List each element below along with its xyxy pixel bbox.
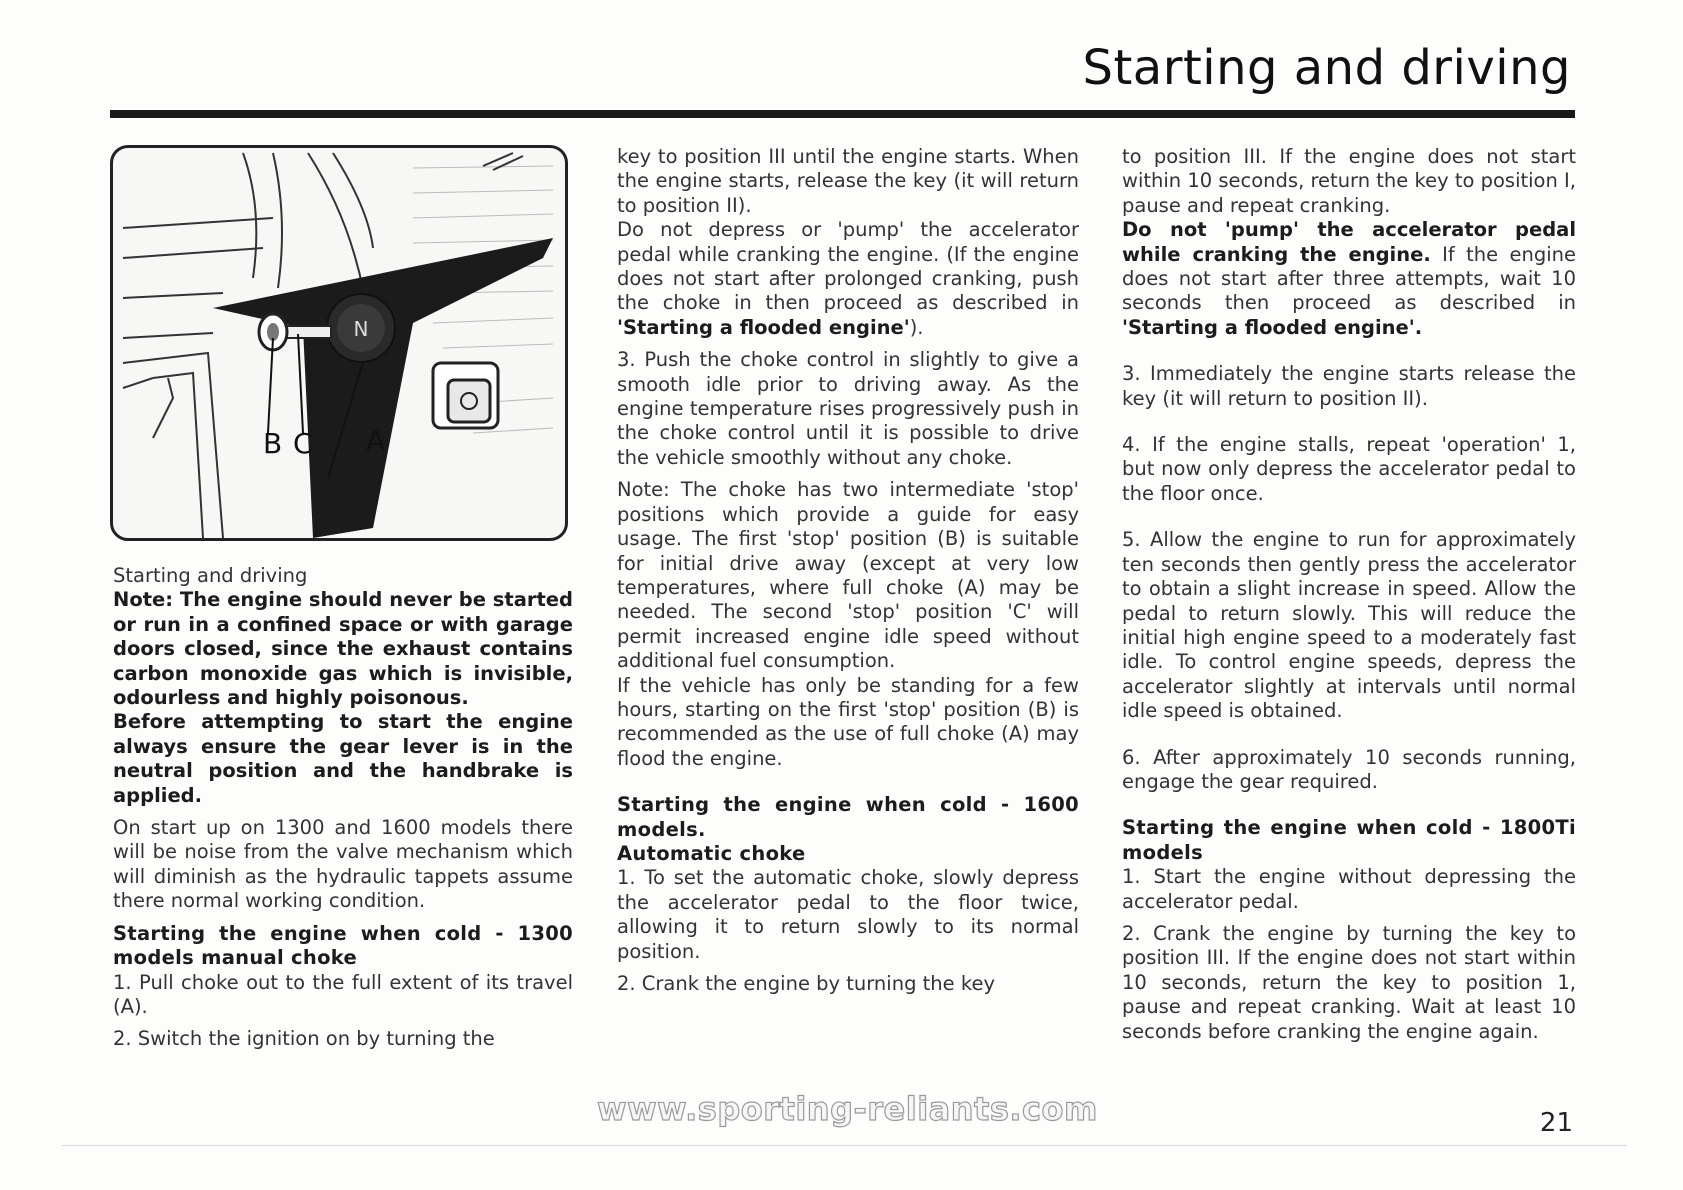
footer-rule <box>62 1145 1627 1146</box>
header-rule <box>110 110 1575 118</box>
label-b: B <box>263 427 283 460</box>
page-number: 21 <box>1539 1108 1573 1138</box>
choke-illustration <box>110 145 568 541</box>
continued-text-b: Do not 'pump' the accelerator pedal while cranking the engine. If the engine does not start after three attempts, wait 10 seconds then proceed as described in 'Starting a flooded engine'. <box>1122 218 1576 339</box>
step-3: 3. Push the choke control in slightly to give a smooth idle prior to driving away. As the engine temperature rises progressively push in the choke control until it is possible to drive the vehicle smoothly without any choke. <box>617 348 1079 469</box>
choke-stop-note: Note: The choke has two intermediate 'stop' positions which provide a guide for easy usage. The first 'stop' position (B) is suitable for initial drive away (except at very low temperatures, where full choke (A) may be needed. The second 'stop' position 'C' will permit increased engine idle speed without additional fuel consumption. <box>617 478 1079 673</box>
continued-text-b: Do not depress or 'pump' the accelerator pedal while cranking the engine. (If the engine does not start after prolonged cranking, push the choke in then proceed as described in 'Starting a flooded engine'). <box>617 218 1079 339</box>
pump-warning: Do not 'pump' the accelerator pedal while cranking the engine. <box>1122 218 1576 266</box>
section-heading: Starting and driving <box>113 564 308 587</box>
startup-noise-text: On start up on 1300 and 1600 models there will be noise from the valve mechanism which will diminish as the hydraulic tappets assume there normal working condition. <box>113 816 573 913</box>
cold-1300-heading: Starting the engine when cold - 1300 models manual choke <box>113 921 573 970</box>
step-4: 4. If the engine stalls, repeat 'operation' 1, but now only depress the accelerator pedal to the floor once. <box>1122 433 1576 505</box>
auto-choke-step-1: 1. To set the automatic choke, slowly depress the accelerator pedal to the floor twice, allowing it to return slowly to its normal position. <box>617 866 1079 963</box>
automatic-choke-heading: Automatic choke <box>617 841 806 865</box>
continued-text-a: to position III. If the engine does not start within 10 seconds, return the key to position I, pause and repeat cranking. <box>1122 145 1576 217</box>
column-1 <box>113 564 573 1052</box>
column-2 <box>617 145 1079 996</box>
step-6: 6. After approximately 10 seconds running, engage the gear required. <box>1122 745 1576 793</box>
flooded-engine-ref: 'Starting a flooded engine' <box>617 315 910 339</box>
step-5: 5. Allow the engine to run for approximately ten seconds then gently press the accelerator to obtain a slight increase in speed. Allow the pedal to return slowly. This will reduce the initial high engine speed to a moderately fast idle. To control engine speeds, depress the accelerator slightly at intervals until normal idle speed is obtained. <box>1122 528 1576 723</box>
cold-1800ti-heading: Starting the engine when cold - 1800Ti models <box>1122 816 1576 864</box>
watermark: www.sporting-reliants.com <box>597 1090 1098 1128</box>
flooded-engine-ref: 'Starting a flooded engine'. <box>1122 315 1423 339</box>
auto-choke-step-2: 2. Crank the engine by turning the key <box>617 972 995 995</box>
continued-text-a: key to position III until the engine starts. When the engine starts, release the key (it will return to position II). <box>617 145 1079 217</box>
cold-1300-step-2: 2. Switch the ignition on by turning the <box>113 1027 495 1051</box>
cold-1600-heading: Starting the engine when cold - 1600 models. <box>617 793 1079 841</box>
svg-text:N: N <box>353 317 369 341</box>
standing-note: If the vehicle has only be standing for a few hours, starting on the first 'stop' position (B) is recommended as the use of full choke (A) may flood the engine. <box>617 673 1079 770</box>
cold-1800ti-step-1: 1. Start the engine without depressing the accelerator pedal. <box>1122 865 1576 913</box>
pump-warning: Do not depress or 'pump' the accelerator pedal while cranking the engine. (If the engine does not start after prolonged cranking, push the choke in then proceed as described in <box>617 218 1079 315</box>
column-3 <box>1122 145 1576 1044</box>
step-3: 3. Immediately the engine starts release the key (it will return to position II). <box>1122 362 1576 410</box>
label-c: C <box>293 427 313 460</box>
before-starting-note: Before attempting to start the engine always ensure the gear lever is in the neutral position and the handbrake is applied. <box>113 710 573 807</box>
warning-note: Note: The engine should never be started or run in a confined space or with garage doors closed, since the exhaust contains carbon monoxide gas which is invisible, odourless and highly poisonous. <box>113 588 573 710</box>
label-a: A <box>366 424 386 457</box>
page-title: Starting and driving <box>1082 40 1571 96</box>
cold-1800ti-step-2: 2. Crank the engine by turning the key to position III. If the engine does not start within 10 seconds, return the key to position 1, pause and repeat cranking. Wait at least 10 seconds before cranking the engine again. <box>1122 921 1576 1043</box>
cold-1300-step-1: 1. Pull choke out to the full extent of its travel (A). <box>113 970 573 1018</box>
